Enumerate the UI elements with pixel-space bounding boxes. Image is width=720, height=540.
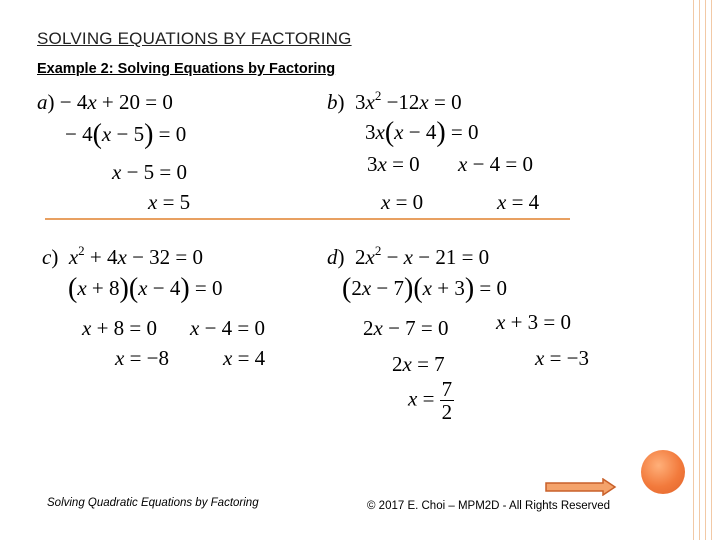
example-c-label: c: [42, 245, 52, 269]
example-c-line-6: x = 4: [223, 346, 266, 370]
right-arrow-icon[interactable]: [545, 478, 617, 496]
example-heading: Example 2: Solving Equations by Factoring: [37, 61, 336, 77]
example-b-line-5: x = 0: [381, 190, 424, 214]
example-d-line-7: x = $\frac{7}{2}$: [408, 377, 453, 424]
example-d-line-2: (2x − 7)(x + 3) = 0: [342, 273, 507, 304]
example-a-line-3: x − 5 = 0: [112, 160, 188, 184]
example-d-line-5: 2x = 7: [392, 352, 445, 376]
example-b-line-1: b) $3x^2 -12x = 0$: [327, 88, 462, 114]
example-d-line-1: d) $2x^2 - x - 21 = 0$: [327, 243, 490, 269]
example-b-label: b: [327, 90, 338, 114]
orange-circle-decoration: [641, 450, 685, 494]
example-a-line-2: − 4(x − 5) = 0: [65, 119, 187, 150]
example-d-line-3: 2x − 7 = 0: [363, 316, 449, 340]
example-c-line-3: x + 8 = 0: [82, 316, 158, 340]
example-d-line-4: x + 3 = 0: [496, 310, 572, 334]
right-border-line-3: [705, 0, 706, 540]
fraction-seven-halves: $\frac{7}{2}$: [441, 377, 453, 424]
right-border-line-4: [711, 0, 712, 540]
example-b-line-2: 3x(x − 4) = 0: [365, 117, 479, 148]
example-a-line-4: x = 5: [148, 190, 191, 214]
example-c-line-4: x − 4 = 0: [190, 316, 266, 340]
example-b-line-6: x = 4: [497, 190, 540, 214]
section-divider: [45, 218, 570, 220]
page-title: SOLVING EQUATIONS BY FACTORING: [37, 29, 352, 48]
footer-copyright: © 2017 E. Choi – MPM2D - All Rights Reserved: [367, 500, 611, 512]
example-c-line-5: x = −8: [115, 346, 170, 370]
example-c-line-1: c) $x^2 + 4x - 32 = 0$: [42, 243, 204, 269]
example-b-line-4: x − 4 = 0: [458, 152, 534, 176]
example-a-label: a: [37, 90, 48, 114]
example-b-line-3: 3x = 0: [367, 152, 420, 176]
right-border-line-2: [699, 0, 700, 540]
example-d-label: d: [327, 245, 338, 269]
example-d-line-6: x = −3: [535, 346, 590, 370]
example-c-line-2: (x + 8)(x − 4) = 0: [68, 273, 223, 304]
right-border-line-1: [693, 0, 694, 540]
footer-course-title: Solving Quadratic Equations by Factoring: [47, 497, 259, 509]
example-a-line-1: a) − 4x + 20 = 0: [37, 90, 173, 114]
